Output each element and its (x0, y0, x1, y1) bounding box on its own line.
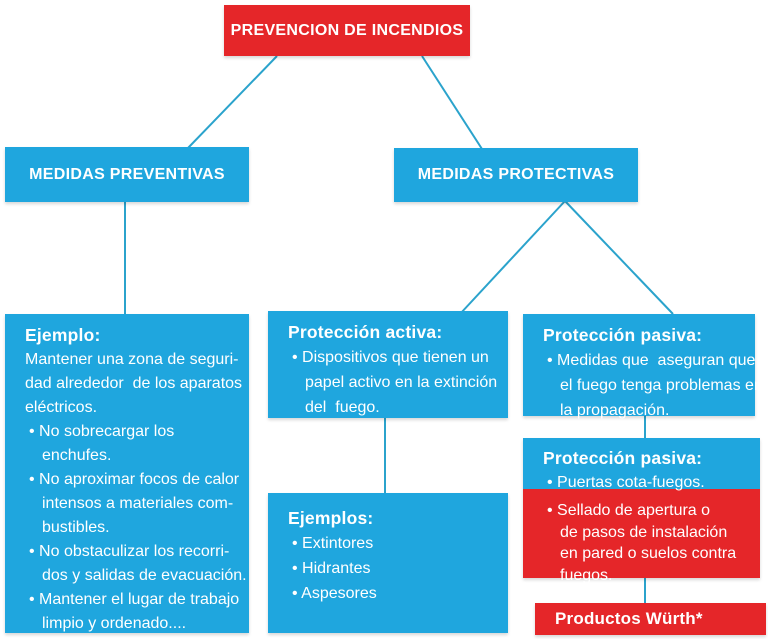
pasiva1-bullet: • Medidas que aseguran que (547, 352, 756, 369)
ejemplos-bullet: • Extintores (292, 535, 374, 552)
node-preventivas-label: MEDIDAS PREVENTIVAS (29, 165, 225, 183)
ejemplo-line: limpio y ordenado.... (42, 615, 187, 632)
activa-line: del fuego. (305, 399, 380, 416)
node-root-label: PREVENCION DE INCENDIOS (230, 21, 464, 39)
edge-root-to-protectivas (422, 56, 482, 149)
pasiva1-line: la propagación. (560, 402, 670, 419)
node-ejemplo (5, 314, 249, 633)
node-productos-wurth (535, 603, 766, 635)
ejemplo-title: Ejemplo: (25, 325, 101, 345)
node-medidas-protectivas (394, 148, 638, 202)
ejemplo-bullet: • No obstaculizar los recorri- (29, 543, 230, 560)
pasiva2-bullet: • Puertas cota-fuegos. (547, 474, 705, 491)
node-protectivas-label: MEDIDAS PROTECTIVAS (417, 166, 615, 183)
ejemplo-line: intensos a materiales com- (42, 495, 234, 512)
ejemplo-line: dos y salidas de evacuación. (42, 567, 247, 584)
pasiva1-line: el fuego tenga problemas en (560, 377, 763, 394)
node-prevencion-de-incendios (224, 5, 470, 56)
pasiva2-red-bullet: • Sellado de apertura o (547, 502, 711, 519)
edge-protectivas-to-activa (460, 201, 565, 314)
edge-root-to-preventivas (188, 56, 277, 148)
activa-title: Protección activa: (288, 322, 443, 342)
ejemplo-line: dad alrededor de los aparatos (25, 375, 243, 392)
activa-line: papel activo en la extinción (305, 374, 498, 391)
ejemplo-line: bustibles. (42, 519, 110, 536)
ejemplos-bullet: • Hidrantes (292, 560, 371, 577)
node-proteccion-pasiva-1 (523, 314, 763, 419)
ejemplos-title: Ejemplos: (288, 508, 374, 528)
edge-protectivas-to-pasiva1 (565, 201, 673, 314)
pasiva2-red-line: fuegos. (560, 566, 613, 584)
ejemplo-line: Mantener una zona de seguri- (25, 351, 239, 368)
ejemplos-bullet: • Aspesores (292, 585, 377, 602)
node-proteccion-pasiva-2 (523, 438, 760, 584)
pasiva2-red-line: de pasos de instalación (560, 523, 728, 541)
pasiva2-title: Protección pasiva: (543, 448, 703, 468)
wurth-label: Productos Würth* (555, 609, 703, 628)
ejemplo-bullet: • No sobrecargar los (29, 423, 175, 440)
ejemplo-bullet: • Mantener el lugar de trabajo (29, 591, 240, 608)
node-medidas-preventivas (5, 147, 249, 202)
node-proteccion-activa (268, 311, 508, 418)
pasiva2-red-line: en pared o suelos contra (560, 545, 737, 562)
node-ejemplos (268, 493, 508, 633)
ejemplo-line: eléctricos. (25, 399, 98, 416)
activa-bullet: • Dispositivos que tienen un (292, 349, 489, 366)
ejemplo-line: enchufes. (42, 447, 112, 464)
pasiva1-title: Protección pasiva: (543, 325, 703, 345)
ejemplo-bullet: • No aproximar focos de calor (29, 471, 240, 488)
